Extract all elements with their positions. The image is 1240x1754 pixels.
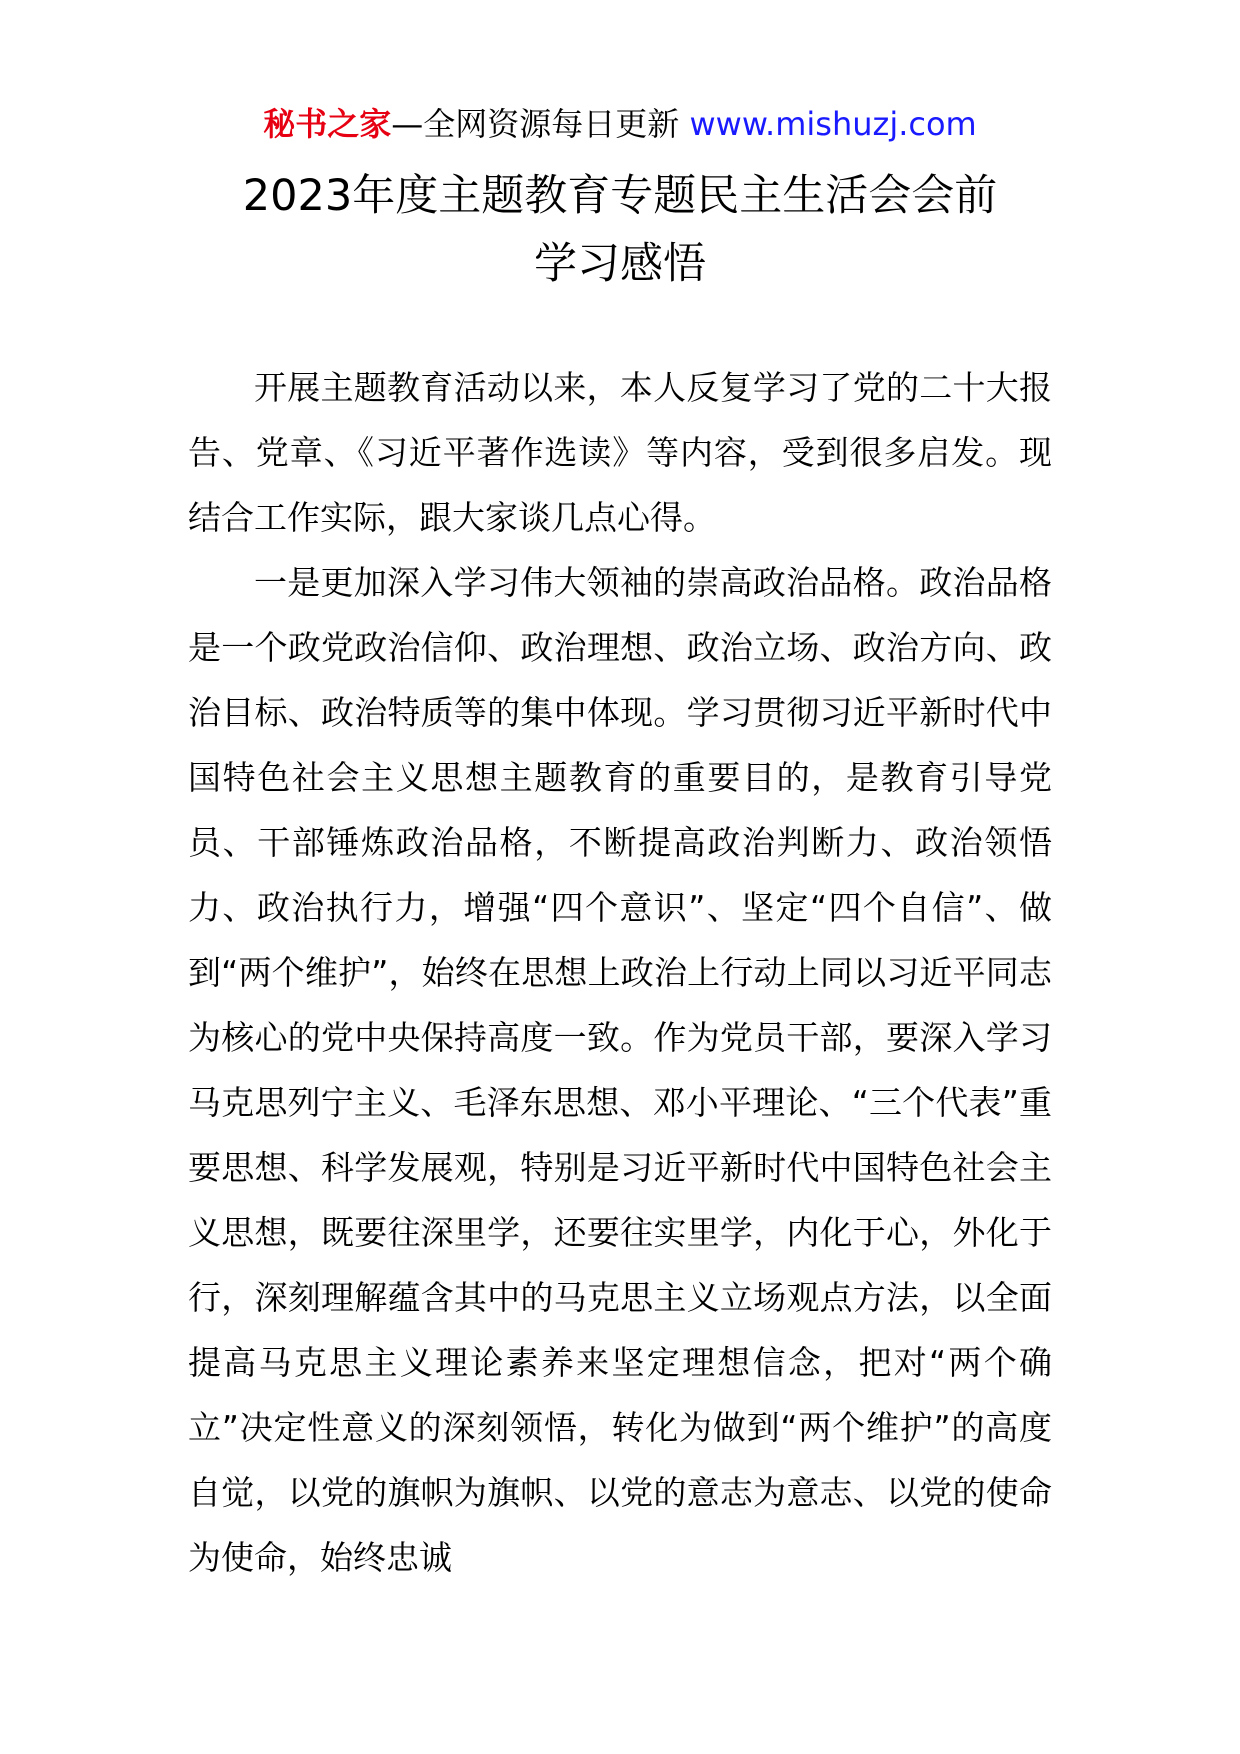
site-url-link[interactable]: www.mishuzj.com bbox=[689, 105, 977, 143]
title-line-2: 学习感悟 bbox=[534, 239, 706, 289]
site-header bbox=[0, 100, 1240, 148]
document-title bbox=[0, 162, 1240, 298]
site-tagline: —全网资源每日更新 bbox=[391, 105, 690, 143]
title-line-1: 2023年度主题教育专题民主生活会会前 bbox=[242, 171, 998, 221]
site-brand: 秘书之家 bbox=[263, 105, 392, 143]
paragraph-intro: 开展主题教育活动以来，本人反复学习了党的二十大报告、党章、《习近平著作选读》等内容，受到很多启发。现结合工作实际，跟大家谈几点心得。 bbox=[188, 368, 1052, 537]
paragraph-point-one: 一是更加深入学习伟大领袖的崇高政治品格。政治品格是一个政党政治信仰、政治理想、政治立场、政治方向、政治目标、政治特质等的集中体现。学习贯彻习近平新时代中国特色社会主义思想主题教育的重要目的，是教育引导党员、干部锤炼政治品格，不断提高政治判断力、政治领悟力、政治执行力，增强“四个意识”、坚定“四个自信”、做到“两个维护”，始终在思想上政治上行动上同以习近平同志为核心的党中央保持高度一致。作为党员干部，要深入学习马克思列宁主义、毛泽东思想、邓小平理论、“三个代表”重要思想、科学发展观，特别是习近平新时代中国特色社会主义思想，既要往深里学，还要往实里学，内化于心，外化于行，深刻理解蕴含其中的马克思主义立场观点方法，以全面提高马克思主义理论素养来坚定理想信念，把对“两个确立”决定性意义的深刻领悟，转化为做到“两个维护”的高度自觉，以党的旗帜为旗帜、以党的意志为意志、以党的使命为使命，始终忠诚 bbox=[188, 563, 1052, 1577]
document-body bbox=[188, 355, 1052, 1590]
